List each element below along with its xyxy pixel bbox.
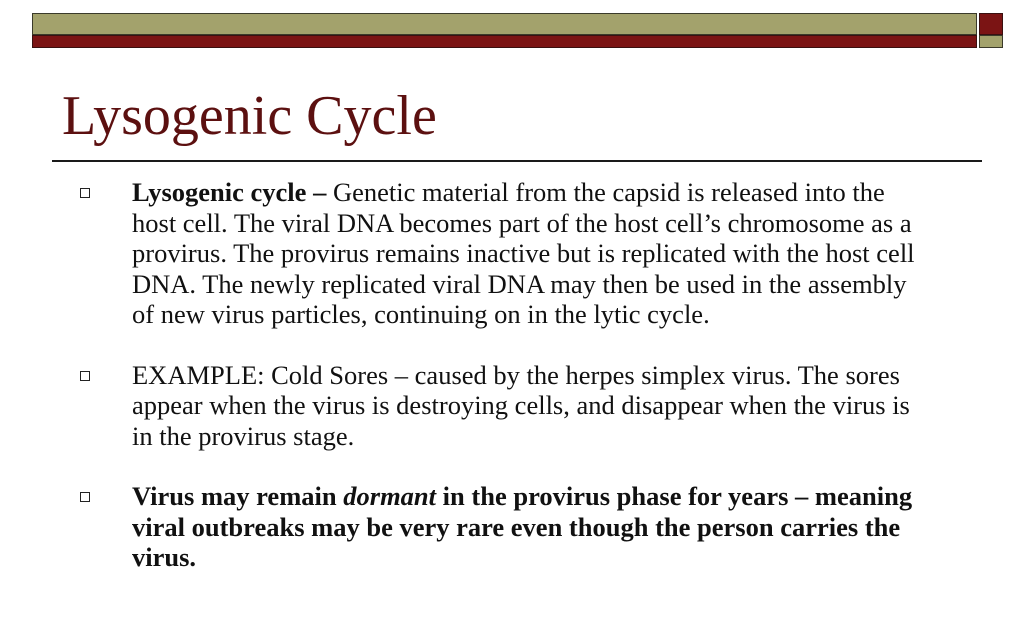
square-bullet-icon: [80, 492, 90, 502]
bullet-item-lysogenic-cycle: [80, 177, 932, 330]
bullet-term: Lysogenic cycle: [132, 177, 307, 207]
title-divider: [52, 160, 982, 162]
header-square-red: [979, 13, 1003, 35]
bullet-text: [132, 481, 922, 573]
header-square-olive: [979, 35, 1003, 48]
header-bar-olive: [32, 13, 977, 35]
header-bar-red: [32, 35, 977, 48]
bullet-body: Genetic material from the capsid is released into the host cell. The viral DNA becomes part of the host cell’s chromosome as a provirus. The provirus remains inactive but is replicated with the host cell DNA. The newly replicated viral DNA may then be used in the assembly of new virus particles, continuing on in the lytic cycle.: [132, 177, 915, 329]
square-bullet-icon: [80, 188, 90, 198]
bullet-list: [80, 177, 960, 573]
square-bullet-icon: [80, 371, 90, 381]
bullet-text-after: in the provirus phase for years – meaning viral outbreaks may be very rare even though the person carries the virus.: [132, 481, 913, 572]
bullet-item-example: [80, 360, 932, 452]
bullet-emphasis: dormant: [343, 481, 437, 511]
bullet-dash: –: [306, 177, 333, 207]
slide-title: Lysogenic Cycle: [62, 85, 437, 147]
bullet-text-before: Virus may remain: [132, 481, 344, 511]
bullet-text: [132, 177, 932, 330]
bullet-body: EXAMPLE: Cold Sores – caused by the herpes simplex virus. The sores appear when the virus is destroying cells, and disappear when the virus is in the provirus stage.: [132, 359, 910, 451]
bullet-item-dormant: [80, 481, 922, 573]
